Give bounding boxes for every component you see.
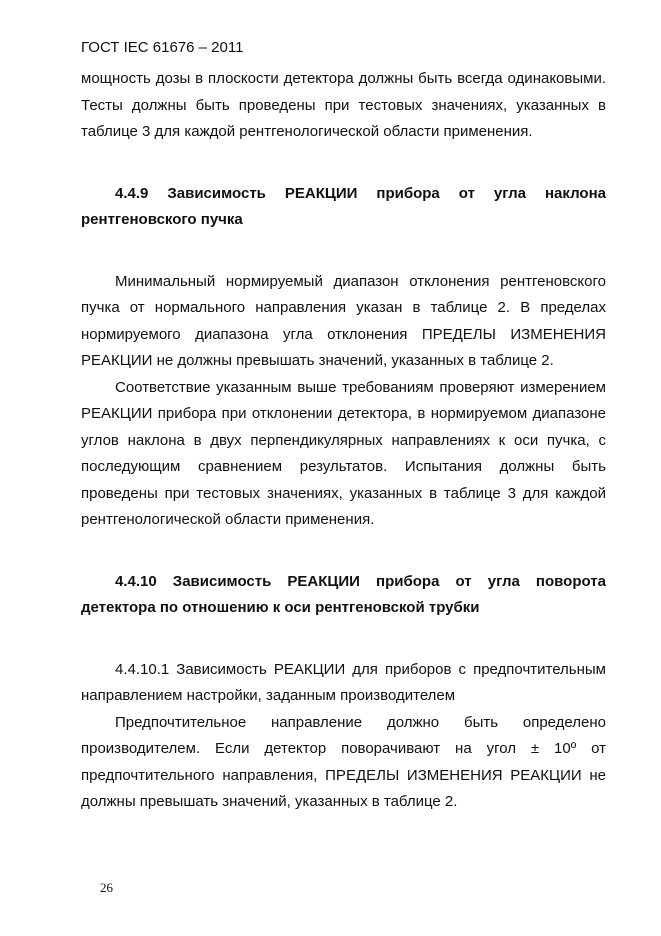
subsection-4-4-10-1: 4.4.10.1 Зависимость РЕАКЦИИ для приборов с предпочтительным направлением настройки, заданным производителем bbox=[81, 660, 606, 704]
section-heading-4-4-10: 4.4.10 Зависимость РЕАКЦИИ прибора от угла поворота детектора по отношению к оси рентгеновской трубки bbox=[81, 572, 606, 616]
paragraph-deviation-range: Минимальный нормируемый диапазон отклонения рентгеновского пучка от нормального направления указан в таблице 2. В пределах нормируемого диапазона угла отклонения ПРЕДЕЛЫ ИЗМЕНЕНИЯ РЕАКЦИИ не должны превышать значений, указанных в таблице 2. bbox=[81, 272, 606, 369]
paragraph-compliance-check: Соответствие указанным выше требованиям проверяют измерением РЕАКЦИИ прибора при отклонении детектора, в нормируемом диапазоне углов наклона в двух перпендикулярных направлениях к оси пучка, с последующим сравнением результатов. Испытания должны быть проведены при тестовых значениях, указанных в таблице 3 для каждой рентгенологической области применения. bbox=[81, 378, 606, 528]
section-heading-4-4-9: 4.4.9 Зависимость РЕАКЦИИ прибора от угла наклона рентгеновского пучка bbox=[81, 184, 606, 228]
page-number: 26 bbox=[100, 880, 113, 895]
document-body bbox=[81, 66, 606, 816]
paragraph-continuation: мощность дозы в плоскости детектора должны быть всегда одинаковыми. Тесты должны быть проведены при тестовых значениях, указанных в таблице 3 для каждой рентгенологической области применения. bbox=[81, 70, 606, 140]
paragraph-preferred-direction: Предпочтительное направление должно быть определено производителем. Если детектор поворачивают на угол ± 10º от предпочтительного направления, ПРЕДЕЛЫ ИЗМЕНЕНИЯ РЕАКЦИИ не должны превышать значений, указанных в таблице 2. bbox=[81, 713, 606, 810]
document-header: ГОСТ IEC 61676 – 2011 bbox=[81, 39, 244, 56]
